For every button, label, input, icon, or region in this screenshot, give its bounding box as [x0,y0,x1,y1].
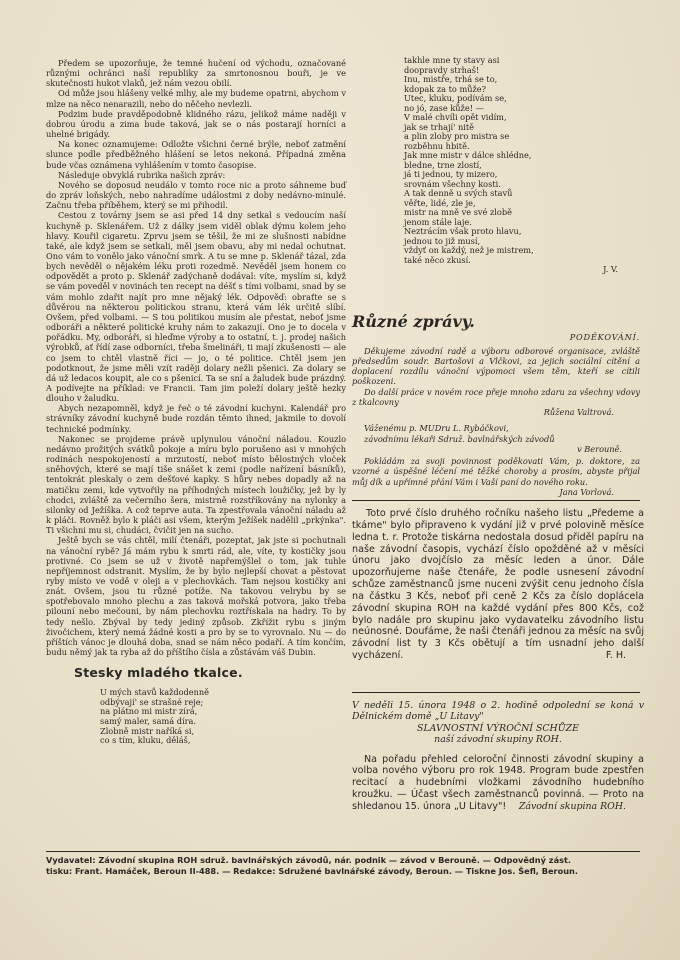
divider [352,500,640,501]
notice-article [352,508,644,661]
poem-line: a plin zloby pro mistra se [404,131,510,141]
poem-line: co s tím, kluku, děláš, [100,735,191,746]
imprint-footer [46,855,640,877]
article-paragraph: Od může jsou hlášeny velké mlhy, ale my budeme opatrni, abychom v mlze na něco nenarazili, nebo do něčeho nevlezli. [46,88,346,109]
meeting-signature: Závodní skupina ROH. [518,800,626,812]
poem-line: samý maler, samá díra. [100,716,196,726]
thanks-heading: PODĚKOVÁNÍ. [569,332,640,342]
thanks-signature: Růžena Valtrová. [543,406,614,417]
poem-line: Neztrácím však proto hlavu, [404,226,522,236]
article-paragraph: Na konec oznamujeme: Odložte všichni černé brýle, neboť zatmění slunce podle předběžného hlášení se letos nekoná. Případná změna bude včas oznámena vyhlášením v tomto časopise. [46,139,346,170]
poem-line: jak se trhají' nitě [404,121,475,132]
poem-line: vždyť on každý, než je mistrem, [404,245,534,255]
thanks-paragraph: Do další práce v novém roce přeje mnoho zdaru za všechny vdovy z tkalcovny [352,386,640,407]
article-paragraph: Cestou z továrny jsem se asi před 14 dny setkal s vedoucím naší kuchyně p. Sklenářem. Už z dálky jsem viděl oblak dýmu kolem jeho hlavy. Kouřil cigaretu. Zprvu jsem se těšil, že mi ze slušnosti nabídne také, ale když jsem se setkali, měl jsem obavu, aby mi nedal ochutnat. Ono vám to vonělo jako vánoční smrk. A tu se mne p. Sklenář tázal, zda bych nevěděl o nějakém léku proti rozedmě. Nevěděl jsem honem co odpovědět a proto p. Sklenář zadýchaně dodával: víte, myslím si, když se vám poveděl v novinách ten recept na déšť s tími volbami, snad by se vám mohlo zdařit najít pro mne nějaký lék. Odpověď: obraťte se s důvěrou na některou politickou stranu, která vám lék určitě slíbí. Ovšem, před volbami. — S tou politikou musím ale přestat, neboť jsme odboráři a některé politické kruhy nám to zakazují. Ono je to docela v pořádku. My, odboráři, si hleďme výroby a to ostatní, t. j. prodej našich výrobků, ať řídí zase odborníci, třeba šmelináři, ti mají zkušenosti — ale co jsem to chtěl vlastně říci — jo, o té politice. Chtěl jsem jen podotknout, že jsme měli vzít raději dolary nežli pšenici. Za dolary se dá už ledacos koupit, ale co s pšenicí. Ta se sní a žaludek bude prázdný. A podívejte na příklad: ve Francii. Tam jim poleží dolary ještě hezky dlouho v žaludku. [46,210,346,404]
poem-line: já ti jednou, ty mizero, [404,169,498,179]
poem-line: Inu, mistře, trhá se to, [404,74,498,84]
poem-line: U mých stavů každodenně [100,687,210,698]
poem-line: srovnám všechny kosti. [404,178,501,189]
left-column [46,58,346,746]
article-paragraph: Abych nezapomněl, když je řeč o té závodní kuchyni. Kalendář pro strávníky závodní kuchyně bude rozdán těmto ihned, jakmile to dovolí technické podmínky. [46,403,346,434]
poem-line: bledne, trne zlostí, [404,159,482,170]
poem-signature: J. V. [603,264,618,274]
article-paragraph: Podzim bude pravděpodobně klidného rázu, jelikož máme naději v dobrou úrodu a zima bude taková, jak se o nás postarají horníci a uhelné brigády. [46,108,346,140]
thanks-body [352,346,640,497]
poem-line: doopravdy strhaš! [404,64,480,75]
poem-line: Jak mne mistr v dálce shlédne, [404,150,532,160]
poem-line: na plátno mi mistr zírá, [100,706,198,717]
footer-rule [46,851,640,852]
imprint-line: Vydavatel: Závodní skupina ROH sdruž. bavlnářských závodů, nár. podnik — závod v Berouně. — Odpovědný zást. [46,855,571,865]
doctor-thanks-paragraph: Pokládám za svoji povinnost poděkovati Vám, p. doktore, za vzorné a úspěšné léčení mé těžké choroby a prosím, abyste přijal můj dík a upřímné přání Vám i Vaší paní do nového roku. [352,456,640,487]
meeting-subtitle: naší závodní skupiny ROH. [434,734,562,746]
doctor-address-line: Váženému p. MUDru L. Rybáčkovi, [364,423,509,434]
meeting-body: Na pořadu přehled celoroční činnosti závodní skupiny a volba nového výboru pro rok 1948. Program bude zpestřen recitací a hudebními vložkami závodního hudebního kroužku. — Účast všech zaměstnanců povinná. — Proto na shledanou 15. února „U Litavy"! [352,753,644,812]
poem-line: také něco zkusí. [404,254,471,265]
article-paragraph: Následuje obvyklá rubrika našich zpráv: [58,169,226,180]
poem-lines-right [352,56,640,275]
article-paragraph: Předem se upozorňuje, že temné hučení od východu, označované různými ochránci naší republiky za smrtonosnou bouři, je ve skutečnosti hukot vlaků, jež nám vezou obilí. [46,58,346,89]
poem-line: V malé chvíli opět vidím, [404,112,507,122]
meeting-title: SLAVNOSTNÍ VÝROČNÍ SCHŮZE [417,722,579,734]
imprint-line: tisku: Frant. Hamáček, Beroun II-488. — Redakce: Sdružené bavlnářské závody, Beroun. — Tiskne Jos. Šefl, Beroun. [46,866,578,876]
poem-line: takhle mne ty stavy asi [404,55,500,65]
meeting-lead: V neděli 15. února 1948 o 2. hodině odpolední se koná v Dělnickém domě „U Litavy" [352,700,644,723]
article-paragraph: Ještě bych se vás chtěl, milí čtenáři, pozeptat, jak jste si pochutnali na vánoční rybě? Já mám rybu k smrti rád, ale, víte, ty kostičky jsou protivné. Co jsem se už v životě napřemýšlel o tom, jak tuhle nepříjemnost odstranit. Myslím, že by bylo nejlepší chovat a pěstovat ryby místo ve vodě v oleji a v plechovkách. Tam nejsou kostičky ani znát. Ovšem, jsou tu různé potíže. Na takovou velrybu by se spotřebovalo mnoho plechu a zas taková mořská potvora, jako třeba pilouní nebo mečouni, by nám plechovku roztřískala na hadry. To by tedy nešlo. Zbýval by tedy jediný způsob. Zkřížit rybu s jiným živočichem, který nemá žádné kosti a pro by se to vyrovnalo. Nu — do příštích vánoc je dlouhá doba, snad se nám něco podaří. A tím končím, budu němý jak ta ryba až do příštího čísla a zůstávám váš Dubin. [46,535,346,658]
right-column-poem [352,56,640,275]
poem-line: jenom stále laje. [404,216,472,227]
divider [352,692,640,693]
meeting-announcement [352,700,644,812]
poem-line: no jó, zase kůže! — [404,102,484,113]
doctor-address-line: závodnímu lékaři Sdruž. bavlnářských závodů [364,433,555,444]
notice-paragraph: Toto prvé číslo druhého ročníku našeho listu „Předeme a tkáme" bylo připraveno k vydání již v prvé polovině měsíce ledna t. r. Protože tiskárna nedostala dosud přiděl papíru na naše závodní časopis, vychází číslo opožděné až v měsíci únoru jako dvojčíslo za měsíc leden a únor. Dále upozorňujeme naše čtenáře, že podle usnesení závodní schůze zaměstnanců jsme nuceni zvýšit cenu jednoho čísla na částku 3 Kčs, neboť při ceně 2 Kčs za číslo doplácela závodní skupina ROH na každé vydání přes 800 Kčs, což bylo nadále pro skupinu jako vydavatelku závodního listu neúnosné. Doufáme, že naši čtenáři jednou za měsíc na svůj závodní list ty 3 Kčs obětují a tím usnadní jeho další vycházení. [352,508,644,662]
notice-signature: F. H. [605,650,626,662]
poem-line: jednou to již musí, [404,235,481,246]
poem-line: A tak denně u svých stavů [404,188,513,198]
poem-title: Stesky mladého tkalce. [74,665,243,681]
doctor-address-line: v Berouně. [577,443,622,454]
poem-line: Zlobně mistr naříká si, [100,725,195,736]
section-title: Různé zprávy. [352,312,475,331]
doctor-thanks-signature: Jana Vorlová. [559,486,614,497]
poem-line: Utec, kluku, podívám se, [404,93,507,103]
thanks-paragraph: Děkujeme závodní radě a výboru odborové organisace, zvláště předsedům soudr. Bartošovi a Vlčkovi, za jejich sociální cítění a doplacení rozdílu vánoční výpomoci všem těm, kteří se cítili poškozeni. [352,346,640,387]
poem-line: věřte, lidé, zle je, [404,197,476,208]
poem-line: rozběhnu hbitě. [404,140,470,151]
poem-lines-left [46,688,346,746]
poem-line: mistr na mně ve své zlobě [404,207,512,217]
poem-line: odbývají' se strašné reje; [100,696,204,707]
poem-line: kdopak za to může? [404,83,487,94]
article-paragraph: Nakonec se projdeme právě uplynulou vánoční náladou. Kouzlo nedávno prožitých svátků pokoje a míru bylo porušeno asi v mnohých rodinách nespokojeností a mrzutostí, neboť místo bělostných vloček sněhových, které se mají tiše snášet k zemi (podle nařízení básníků), tentokrát pleskaly o zem dešťové kapky. S hůry nebes dopadly až na matičku zemi, kde vytvořily na příhodných místech loužičky, jež by ly chodci, zvláště za večerního šera, mistrně rozstříkovány na nylonky a silonky od Ježíška. A což teprve auta. Ta zpestřovala vánoční náladu až k pláči. Rovněž bylo k pláči asi všem, kterým Ježíšek nadělil „prkýnka". Ti všichni mu si, chudáci, čvičit jen na sucho. [46,433,346,536]
article-paragraph: Nového se doposud neudálo v tomto roce nic a proto sáhneme buď do zpráv loňských, nebo nahradíme událostmi z doby nedávno-minulé. Začnu třeba příběhem, který se mi přihodil. [46,179,346,211]
